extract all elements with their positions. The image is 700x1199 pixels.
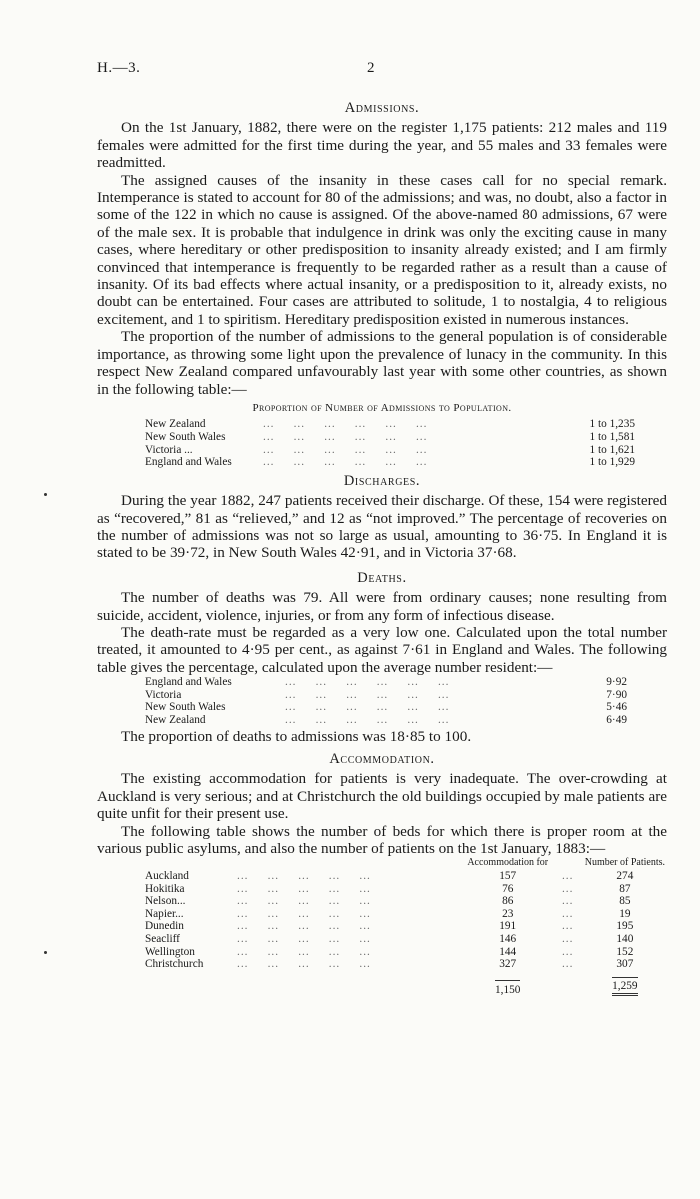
leader-dots: ... ... ... ... ... (237, 958, 371, 971)
page-number: 2 (367, 60, 375, 76)
table-row (145, 444, 635, 457)
value-cell: 1 to 1,581 (589, 430, 635, 443)
paragraph: The proportion of the number of admissions to the general population is of considerable importance, as throwing some light upon the prevalence of lunacy in the community. In this respect New Zealand compared unfavourably last year with some other countries, as shown in the following table:— (97, 328, 667, 398)
table-header-row (145, 857, 665, 870)
leader-dots: ... (561, 958, 574, 971)
value-cell: 1 to 1,621 (589, 443, 635, 456)
accommodation-cell: 144 (499, 945, 517, 958)
leader-dots: ... (561, 945, 574, 958)
place-cell: New South Wales (145, 430, 226, 443)
table-row (145, 456, 635, 469)
table-row (145, 920, 665, 933)
paragraph: The proportion of deaths to admissions was 18·85 to 100. (121, 727, 472, 745)
table-row (145, 418, 635, 431)
place-cell: Dunedin (145, 920, 184, 933)
section-title-discharges: Discharges. (343, 472, 421, 489)
leader-dots: ... ... ... ... ... (237, 907, 371, 920)
leader-dots: ... ... ... ... ... ... (285, 713, 450, 726)
place-cell: Victoria ... (145, 443, 193, 456)
accommodation-cell: 23 (502, 907, 514, 920)
place-cell: New Zealand (145, 713, 206, 726)
margin-mark (44, 493, 47, 496)
totals-row (145, 971, 665, 997)
place-cell: Hokitika (145, 882, 185, 895)
place-cell: Auckland (145, 869, 189, 882)
section-title-admissions: Admissions. (344, 100, 420, 116)
leader-dots: ... ... ... ... ... (237, 869, 371, 882)
table-row (145, 908, 665, 921)
paragraph: The following table shows the number of beds for which there is proper room at the various public asylums, and also the number of patients on the 1st January, 1883:— (97, 822, 667, 857)
accommodation-table (145, 857, 665, 996)
page-header (97, 60, 667, 80)
place-cell: Seacliff (145, 932, 180, 945)
table-row (145, 933, 665, 946)
table-row (145, 883, 665, 896)
patients-cell: 85 (619, 895, 631, 908)
table-row (145, 870, 665, 883)
table-caption: Proportion of Number of Admissions to Population. (252, 401, 512, 414)
patients-cell: 307 (616, 958, 634, 971)
total-patients: 1,259 (612, 977, 637, 997)
table-row (145, 946, 665, 959)
leader-dots: ... ... ... ... ... (237, 895, 371, 908)
leader-dots: ... ... ... ... ... ... (263, 456, 428, 469)
leader-dots: ... ... ... ... ... ... (263, 443, 428, 456)
page-content (97, 96, 667, 996)
place-cell: Nelson... (145, 895, 186, 908)
value-cell: 1 to 1,929 (589, 456, 635, 469)
patients-cell: 140 (616, 932, 634, 945)
leader-dots: ... (561, 869, 574, 882)
accommodation-cell: 327 (499, 958, 517, 971)
leader-dots: ... (561, 932, 574, 945)
leader-dots: ... (561, 907, 574, 920)
place-cell: England and Wales (145, 676, 232, 689)
table-row (145, 676, 627, 689)
place-cell: Napier... (145, 907, 184, 920)
leader-dots: ... (561, 920, 574, 933)
leader-dots: ... ... ... ... ... (237, 920, 371, 933)
paper-reference: H.—3. (97, 60, 141, 76)
paragraph: The number of deaths was 79. All were from ordinary causes; none resulting from suicide, accident, violence, injuries, or from any form of infectious disease. (97, 589, 667, 624)
value-cell: 9·92 (606, 676, 627, 689)
leader-dots: ... ... ... ... ... ... (263, 418, 428, 431)
section-title-deaths: Deaths. (357, 569, 407, 586)
leader-dots: ... (561, 882, 574, 895)
accommodation-cell: 157 (499, 869, 517, 882)
column-header-patients: Number of Patients. (584, 857, 665, 869)
paragraph: The existing accommodation for patients is very inadequate. The over-crowding at Auckland is very serious; and at Christchurch the old buildings occupied by male patients are quite unfit for their present use. (97, 770, 667, 823)
value-cell: 5·46 (606, 701, 627, 714)
total-accommodation: 1,150 (495, 980, 520, 997)
patients-cell: 152 (616, 945, 634, 958)
leader-dots: ... ... ... ... ... ... (285, 688, 450, 701)
place-cell: Victoria (145, 688, 182, 701)
death-rate-table (145, 676, 627, 726)
paragraph: The death-rate must be regarded as a very low one. Calculated upon the total number treated, it amounted to 4·95 per cent., as against 7·61 in England and Wales. The following table gives the percentage, calculated upon the average number resident:— (97, 623, 667, 676)
section-title-accommodation: Accommodation. (329, 750, 435, 767)
leader-dots: ... ... ... ... ... (237, 945, 371, 958)
accommodation-cell: 146 (499, 932, 517, 945)
patients-cell: 274 (616, 869, 634, 882)
leader-dots: ... ... ... ... ... ... (285, 676, 450, 689)
paragraph: The assigned causes of the insanity in these cases call for no special remark. Intemperance is stated to account for 80 of the admissions; and was, no doubt, also a factor in some of the 122 in which no cause is assigned. Of the above-named 80 admissions, 67 were of the male sex. It is probable that indulgence in drink was only the exciting cause in many cases, where hereditary or other predisposition to insanity already existed; and I am firmly convinced that intemperance is frequently to be regarded rather as a result than a cause of insanity. Of its bad effects where actual insanity, or a predisposition to it, already exists, no doubt can be entertained. Four cases are attributed to solitude, 1 to nostalgia, 4 to religious excitement, and 1 to spiritism. Hereditary predisposition existed in numerous instances. (97, 171, 667, 328)
value-cell: 6·49 (606, 713, 627, 726)
place-cell: England and Wales (145, 456, 232, 469)
table-row (145, 895, 665, 908)
place-cell: Wellington (145, 945, 195, 958)
leader-dots: ... (561, 895, 574, 908)
table-row (145, 431, 635, 444)
admissions-population-table (145, 418, 635, 468)
table-row (145, 714, 627, 727)
accommodation-cell: 76 (502, 882, 514, 895)
patients-cell: 195 (616, 920, 634, 933)
column-header-accommodation: Accommodation for (467, 857, 549, 869)
table-row (145, 958, 665, 971)
table-row (145, 689, 627, 702)
value-cell: 7·90 (606, 688, 627, 701)
value-cell: 1 to 1,235 (589, 418, 635, 431)
accommodation-cell: 86 (502, 895, 514, 908)
paragraph: During the year 1882, 247 patients received their discharge. Of these, 154 were registered as “recovered,” 81 as “relieved,” and 12 as “not improved.” The percentage of recoveries on the number of admissions was not so large as usual, amounting to 36·75. In England it is stated to be 39·72, in New South Wales 42·91, and in Victoria 37·68. (97, 492, 667, 562)
margin-mark (44, 951, 47, 954)
leader-dots: ... ... ... ... ... ... (285, 701, 450, 714)
leader-dots: ... ... ... ... ... ... (263, 430, 428, 443)
leader-dots: ... ... ... ... ... (237, 882, 371, 895)
accommodation-cell: 191 (499, 920, 517, 933)
table-row (145, 701, 627, 714)
place-cell: New South Wales (145, 701, 226, 714)
paragraph: On the 1st January, 1882, there were on the register 1,175 patients: 212 males and 119 females were admitted for the first time during the year, and 55 males and 33 females were readmitted. (97, 119, 667, 172)
place-cell: New Zealand (145, 418, 206, 431)
place-cell: Christchurch (145, 958, 204, 971)
patients-cell: 87 (619, 882, 631, 895)
leader-dots: ... ... ... ... ... (237, 932, 371, 945)
patients-cell: 19 (619, 907, 631, 920)
